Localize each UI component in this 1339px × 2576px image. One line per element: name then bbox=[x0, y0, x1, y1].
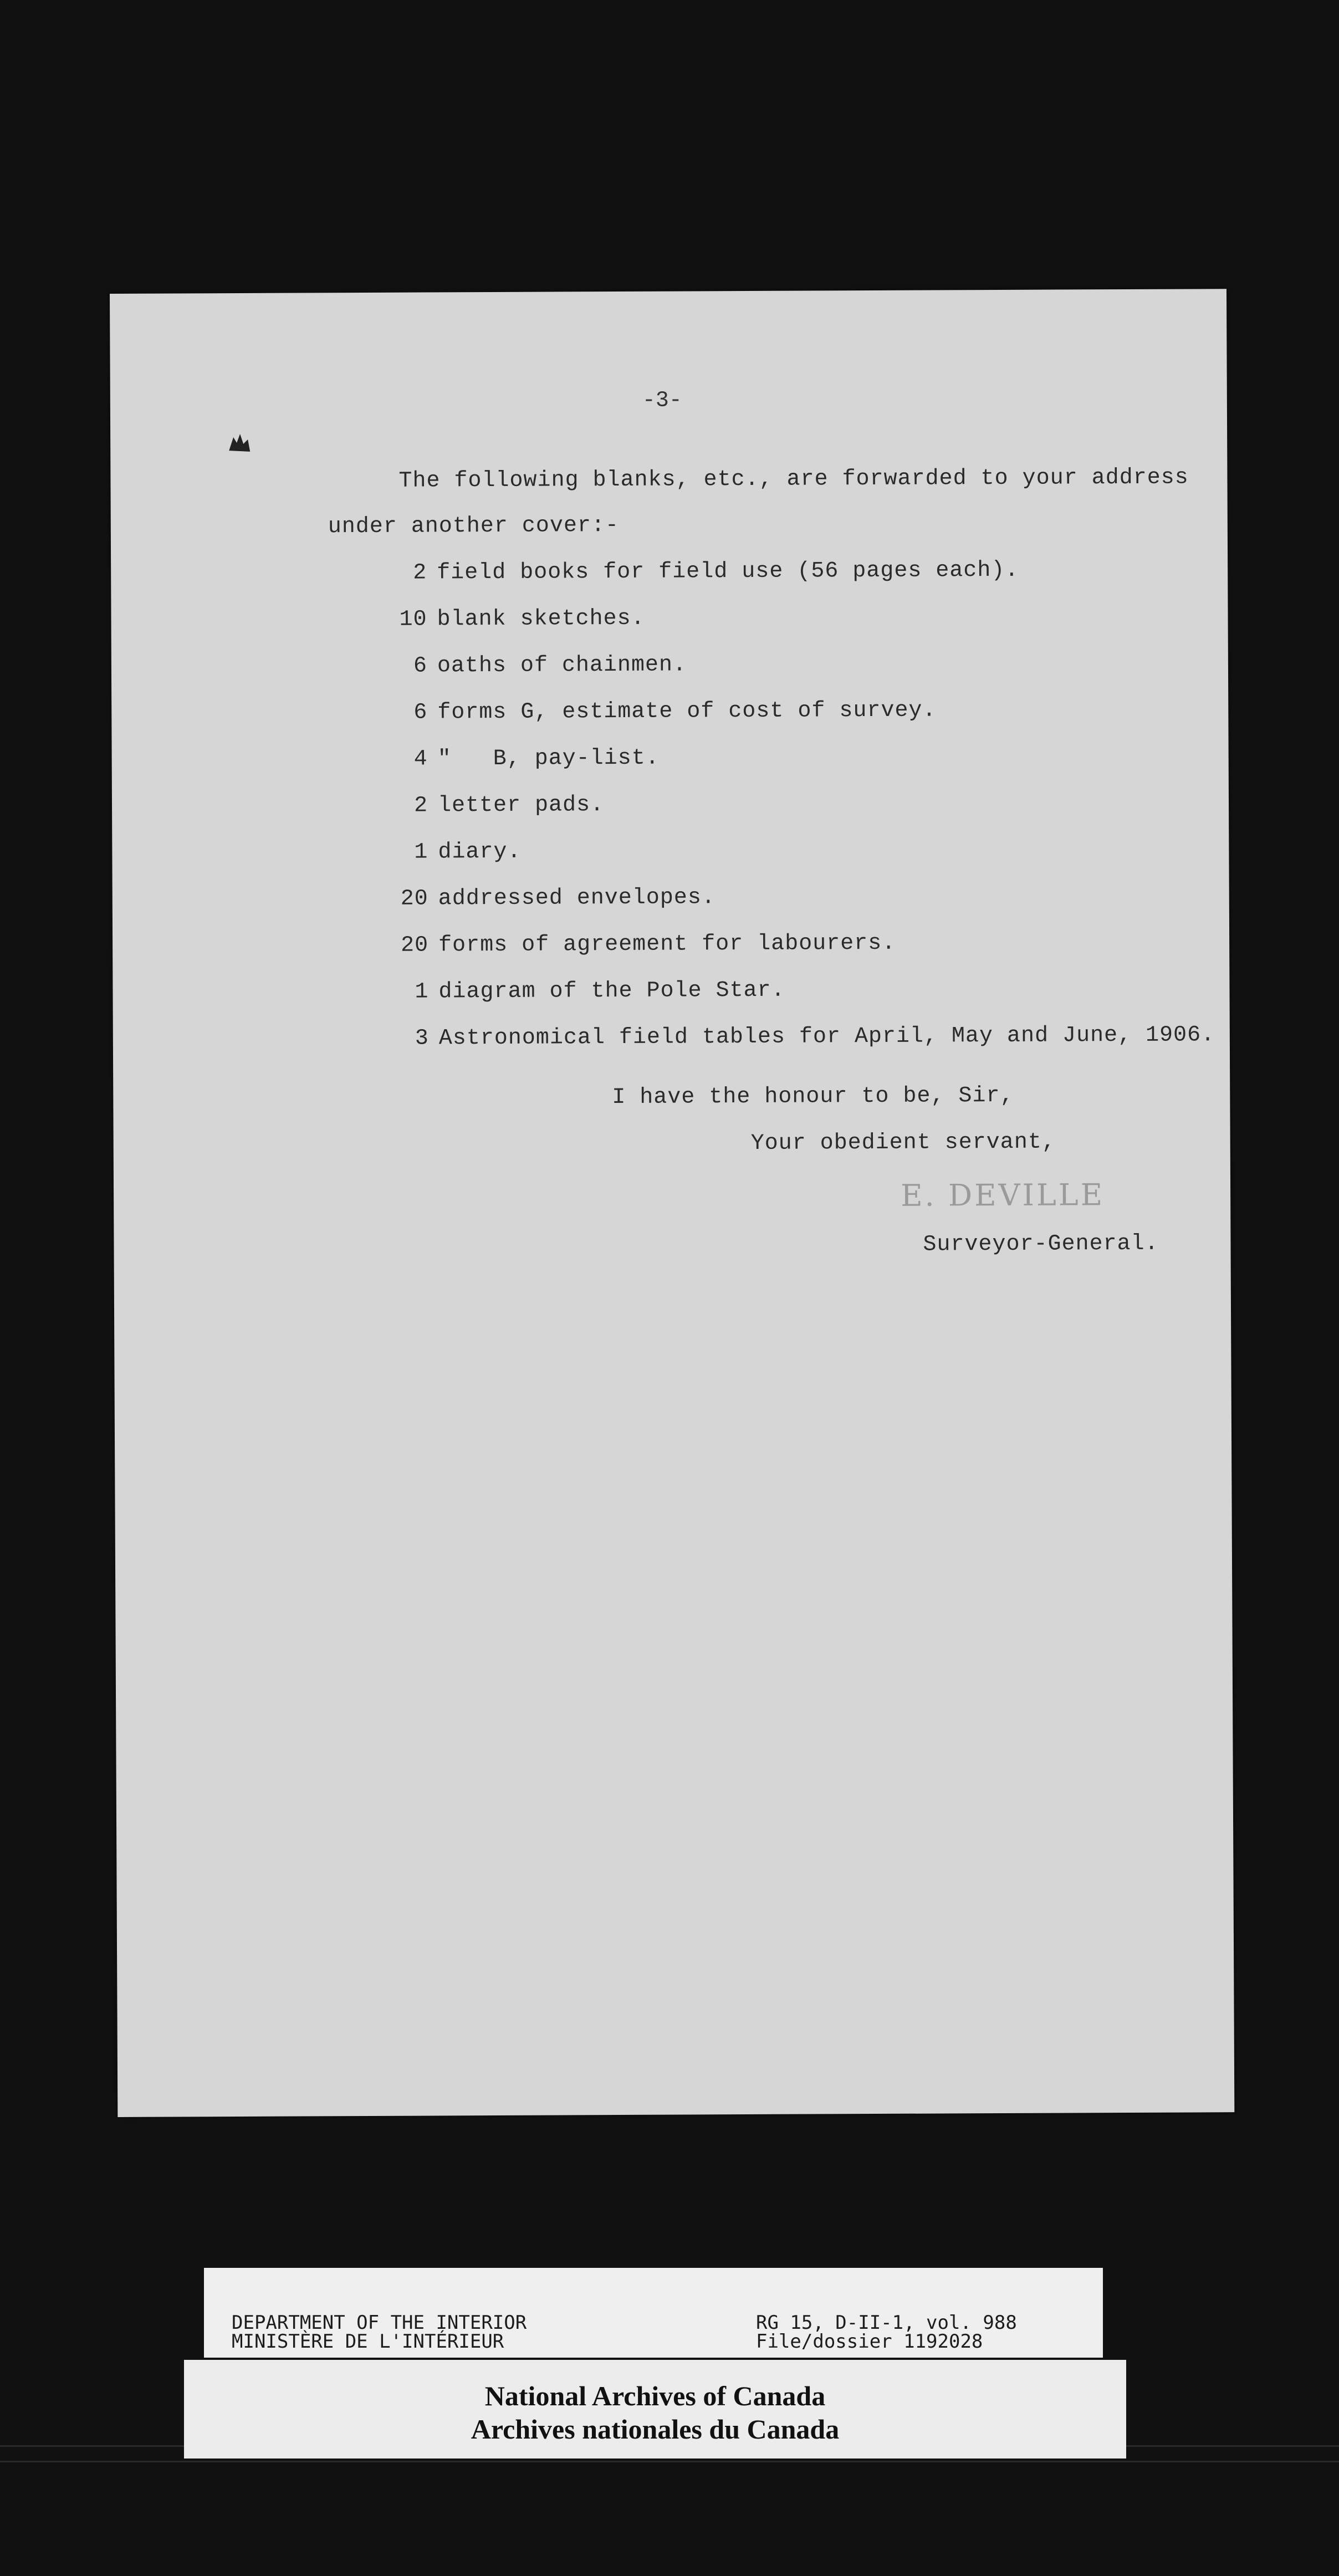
item-quantity: 2 bbox=[413, 793, 428, 819]
file-reference bbox=[756, 2313, 1017, 2351]
item-text: forms of agreement for labourers. bbox=[438, 931, 896, 958]
signature-stamp: E. DEVILLE bbox=[900, 1177, 1105, 1213]
list-item bbox=[366, 652, 687, 679]
department-en: DEPARTMENT OF THE INTERIOR bbox=[232, 2312, 527, 2334]
list-item bbox=[367, 978, 785, 1005]
item-text: field books for field use (56 pages each). bbox=[437, 558, 1019, 586]
item-text: Astronomical field tables for April, May and June, 1906. bbox=[438, 1023, 1215, 1051]
archives-name-en: National Archives of Canada bbox=[484, 2380, 826, 2411]
item-quantity: 1 bbox=[415, 979, 429, 1005]
item-quantity: 6 bbox=[413, 700, 428, 725]
archive-reference-label bbox=[204, 2268, 1103, 2358]
item-text: diary. bbox=[438, 839, 522, 865]
closing-salutation: I have the honour to be, Sir, bbox=[612, 1083, 1014, 1111]
intro-line-2: under another cover:- bbox=[328, 513, 620, 540]
item-quantity: 20 bbox=[401, 933, 429, 958]
record-group: RG 15, D-II-1, vol. 988 bbox=[756, 2312, 1017, 2334]
department-names bbox=[232, 2313, 527, 2351]
document-page bbox=[110, 289, 1234, 2117]
list-item bbox=[367, 793, 604, 819]
item-quantity: 3 bbox=[415, 1026, 429, 1051]
item-text: letter pads. bbox=[437, 793, 605, 819]
ink-blot-icon bbox=[226, 432, 252, 454]
list-item bbox=[367, 931, 896, 958]
signature-title: Surveyor-General. bbox=[923, 1231, 1159, 1258]
item-quantity: 6 bbox=[413, 653, 428, 679]
list-item bbox=[366, 558, 1019, 586]
item-text: oaths of chainmen. bbox=[437, 652, 687, 679]
divider bbox=[0, 2461, 1339, 2462]
list-item bbox=[367, 746, 660, 772]
archives-name-fr: Archives nationales du Canada bbox=[471, 2414, 840, 2445]
file-number: File/dossier 1192028 bbox=[756, 2330, 983, 2353]
list-item bbox=[368, 1023, 1215, 1051]
list-item bbox=[366, 698, 936, 725]
archives-label bbox=[184, 2360, 1126, 2459]
item-quantity: 4 bbox=[413, 747, 428, 772]
department-fr: MINISTÈRE DE L'INTÉRIEUR bbox=[232, 2330, 504, 2353]
item-text: diagram of the Pole Star. bbox=[438, 978, 785, 1005]
closing-servant: Your obedient servant, bbox=[750, 1129, 1056, 1156]
intro-line-1: The following blanks, etc., are forwarded to your address bbox=[398, 465, 1189, 494]
item-quantity: 20 bbox=[400, 886, 428, 912]
item-quantity: 10 bbox=[399, 607, 427, 632]
item-quantity: 1 bbox=[414, 840, 428, 865]
list-item bbox=[366, 606, 645, 632]
list-item bbox=[367, 840, 521, 865]
list-item bbox=[367, 885, 716, 912]
item-quantity: 2 bbox=[413, 560, 427, 586]
page-number: -3- bbox=[642, 388, 682, 413]
item-text: forms G, estimate of cost of survey. bbox=[437, 698, 937, 725]
item-text: " B, pay-list. bbox=[437, 745, 660, 772]
item-text: addressed envelopes. bbox=[438, 885, 716, 912]
item-text: blank sketches. bbox=[437, 606, 645, 632]
